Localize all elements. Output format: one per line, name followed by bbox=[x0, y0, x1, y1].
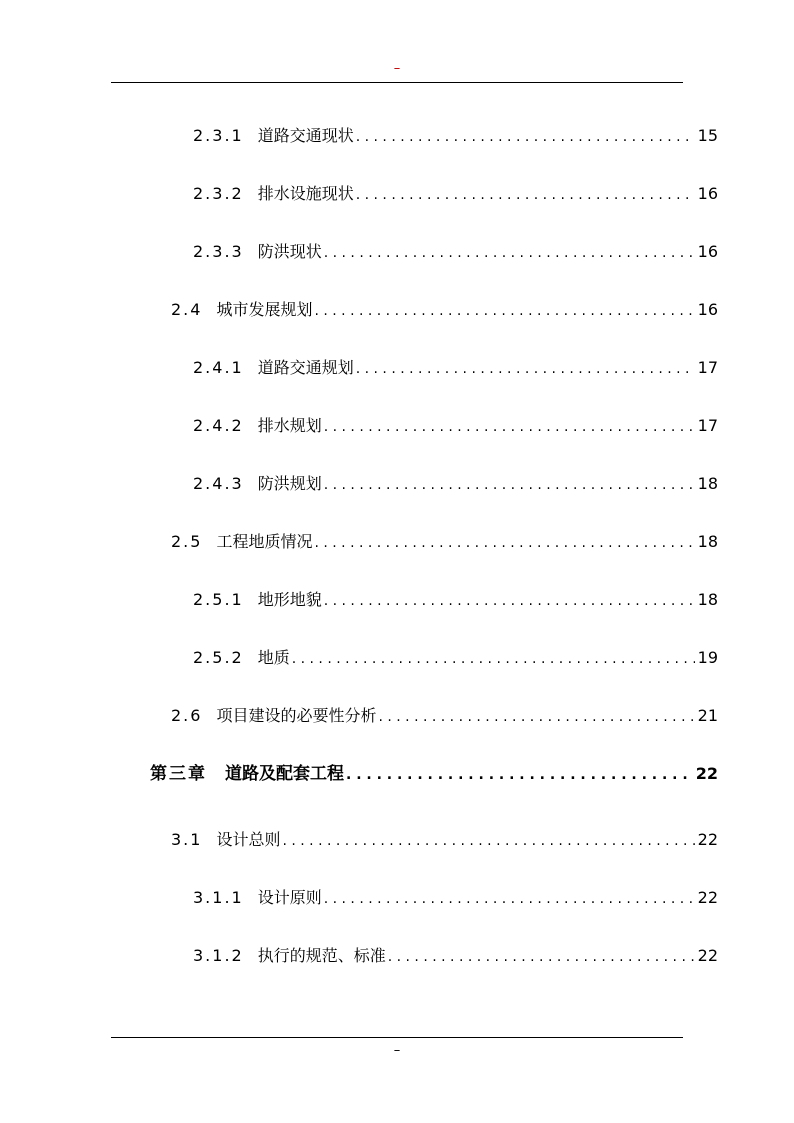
toc-page-number: 15 bbox=[697, 126, 718, 145]
toc-number: 第三章 bbox=[150, 764, 207, 784]
toc-title: 排水设施现状 bbox=[257, 184, 354, 203]
toc-leader-dots bbox=[324, 242, 695, 264]
toc-entry-2-3-3[interactable] bbox=[193, 241, 718, 264]
toc-leader-dots bbox=[324, 590, 695, 612]
toc-leader-dots bbox=[324, 416, 695, 438]
toc-title: 地质 bbox=[257, 648, 290, 667]
toc-page-number: 17 bbox=[697, 358, 718, 377]
toc-entry-2-4-1[interactable] bbox=[193, 357, 718, 380]
toc-number: 2.5 bbox=[171, 532, 203, 551]
toc-title: 执行的规范、标准 bbox=[257, 946, 386, 965]
toc-title: 道路交通规划 bbox=[257, 358, 354, 377]
toc-entry-2-5[interactable] bbox=[171, 531, 718, 554]
toc-page-number: 18 bbox=[697, 532, 718, 551]
toc-title: 道路及配套工程 bbox=[225, 764, 344, 784]
toc-entry-3-1-1[interactable] bbox=[193, 887, 718, 910]
toc-number: 2.3.1 bbox=[193, 126, 244, 145]
toc-entry-2-3-1[interactable] bbox=[193, 125, 718, 148]
toc-number: 3.1.2 bbox=[193, 946, 244, 965]
toc-leader-dots bbox=[292, 648, 695, 670]
toc-title: 工程地质情况 bbox=[216, 532, 313, 551]
toc-entry-2-5-1[interactable] bbox=[193, 589, 718, 612]
toc-entry-2-6[interactable] bbox=[171, 705, 718, 728]
toc-entry-2-4[interactable] bbox=[171, 299, 718, 322]
toc-leader-dots bbox=[346, 764, 693, 786]
toc-page-number: 22 bbox=[697, 946, 718, 965]
header-mark: – bbox=[393, 61, 401, 76]
toc-leader-dots bbox=[356, 358, 695, 380]
toc-page-number: 18 bbox=[697, 590, 718, 609]
toc-title: 道路交通现状 bbox=[257, 126, 354, 145]
toc-entry-2-4-3[interactable] bbox=[193, 473, 718, 496]
toc-number: 3.1 bbox=[171, 830, 203, 849]
toc-number: 2.6 bbox=[171, 706, 203, 725]
toc-title: 项目建设的必要性分析 bbox=[216, 706, 377, 725]
toc-page-number: 22 bbox=[695, 764, 718, 783]
toc-number: 2.4.2 bbox=[193, 416, 244, 435]
toc-leader-dots bbox=[388, 946, 695, 968]
toc-number: 2.4.1 bbox=[193, 358, 244, 377]
toc-leader-dots bbox=[356, 184, 695, 206]
toc-leader-dots bbox=[324, 888, 695, 910]
footer-rule bbox=[111, 1037, 683, 1038]
toc-entry-3-1[interactable] bbox=[171, 829, 718, 852]
toc-page-number: 22 bbox=[697, 888, 718, 907]
footer-mark: – bbox=[393, 1043, 401, 1058]
toc-entry-chapter-3[interactable] bbox=[150, 763, 718, 786]
toc-number: 2.5.2 bbox=[193, 648, 244, 667]
toc-entry-3-1-2[interactable] bbox=[193, 945, 718, 968]
toc-entry-2-4-2[interactable] bbox=[193, 415, 718, 438]
toc-number: 3.1.1 bbox=[193, 888, 244, 907]
toc-title: 防洪现状 bbox=[257, 242, 322, 261]
toc-number: 2.5.1 bbox=[193, 590, 244, 609]
toc-page-number: 22 bbox=[697, 830, 718, 849]
toc-title: 城市发展规划 bbox=[216, 300, 313, 319]
toc-page-number: 16 bbox=[697, 184, 718, 203]
toc-number: 2.4 bbox=[171, 300, 203, 319]
toc-leader-dots bbox=[378, 706, 694, 728]
toc-page-number: 18 bbox=[697, 474, 718, 493]
toc-leader-dots bbox=[324, 474, 695, 496]
toc-leader-dots bbox=[282, 830, 694, 852]
toc-number: 2.3.3 bbox=[193, 242, 244, 261]
toc-number: 2.3.2 bbox=[193, 184, 244, 203]
toc-title: 防洪规划 bbox=[257, 474, 322, 493]
toc-page-number: 17 bbox=[697, 416, 718, 435]
toc-leader-dots bbox=[356, 126, 695, 148]
toc-page-number: 16 bbox=[697, 242, 718, 261]
toc-title: 设计总则 bbox=[216, 830, 281, 849]
toc-leader-dots bbox=[314, 532, 694, 554]
toc-number: 2.4.3 bbox=[193, 474, 244, 493]
toc-title: 排水规划 bbox=[257, 416, 322, 435]
toc-title: 设计原则 bbox=[257, 888, 322, 907]
toc-page-number: 19 bbox=[697, 648, 718, 667]
toc-page-number: 21 bbox=[697, 706, 718, 725]
toc-title: 地形地貌 bbox=[257, 590, 322, 609]
toc-leader-dots bbox=[314, 300, 694, 322]
toc-entry-2-3-2[interactable] bbox=[193, 183, 718, 206]
toc-entry-2-5-2[interactable] bbox=[193, 647, 718, 670]
toc-page-number: 16 bbox=[697, 300, 718, 319]
